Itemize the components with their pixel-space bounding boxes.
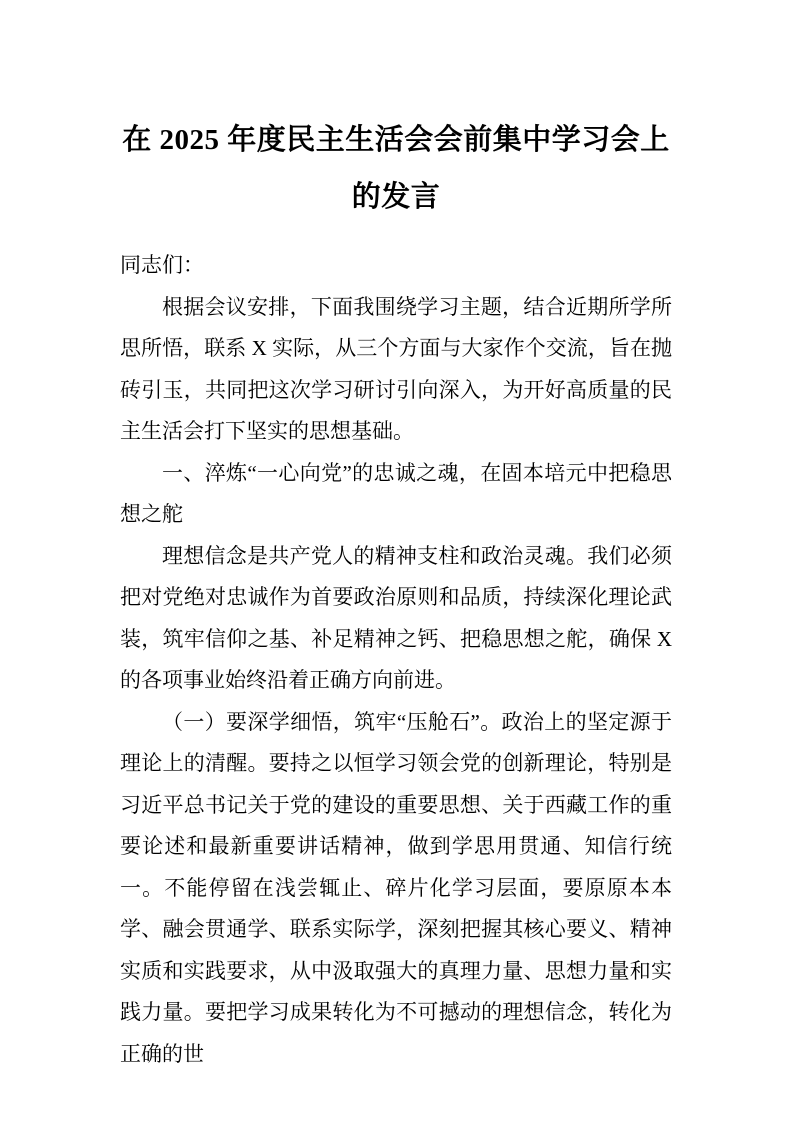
salutation: 同志们： xyxy=(120,253,204,277)
document-body xyxy=(120,245,672,1075)
paragraph-section1-lead: 理想信念是共产党人的精神支柱和政治灵魂。我们必须把对党绝对忠诚作为首要政治原则和品质，持续深化理论武装，筑牢信仰之基、补足精神之钙、把稳思想之舵，确保 X 的各项事业始终沿着正确方向前进。 xyxy=(120,543,672,692)
section-heading-1: 一、淬炼“一心向党”的忠诚之魂，在固本培元中把稳思想之舵 xyxy=(120,460,672,526)
paragraph-intro: 根据会议安排，下面我围绕学习主题，结合近期所学所思所悟，联系 X 实际，从三个方面与大家作个交流，旨在抛砖引玉，共同把这次学习研讨引向深入，为开好高质量的民主生活会打下坚实的思想基础。 xyxy=(120,294,672,443)
document-title: 在 2025 年度民主生活会会前集中学习会上的发言 xyxy=(122,124,670,213)
paragraph-point-1: （一）要深学细悟，筑牢“压舱石”。政治上的坚定源于理论上的清醒。要持之以恒学习领会党的创新理论，特别是习近平总书记关于党的建设的重要思想、关于西藏工作的重要论述和最新重要讲话精神，做到学思用贯通、知信行统一。不能停留在浅尝辄止、碎片化学习层面，要原原本本学、融会贯通学、联系实际学，深刻把握其核心要义、精神实质和实践要求，从中汲取强大的真理力量、思想力量和实践力量。要把学习成果转化为不可撼动的理想信念，转化为正确的世 xyxy=(120,709,672,1066)
